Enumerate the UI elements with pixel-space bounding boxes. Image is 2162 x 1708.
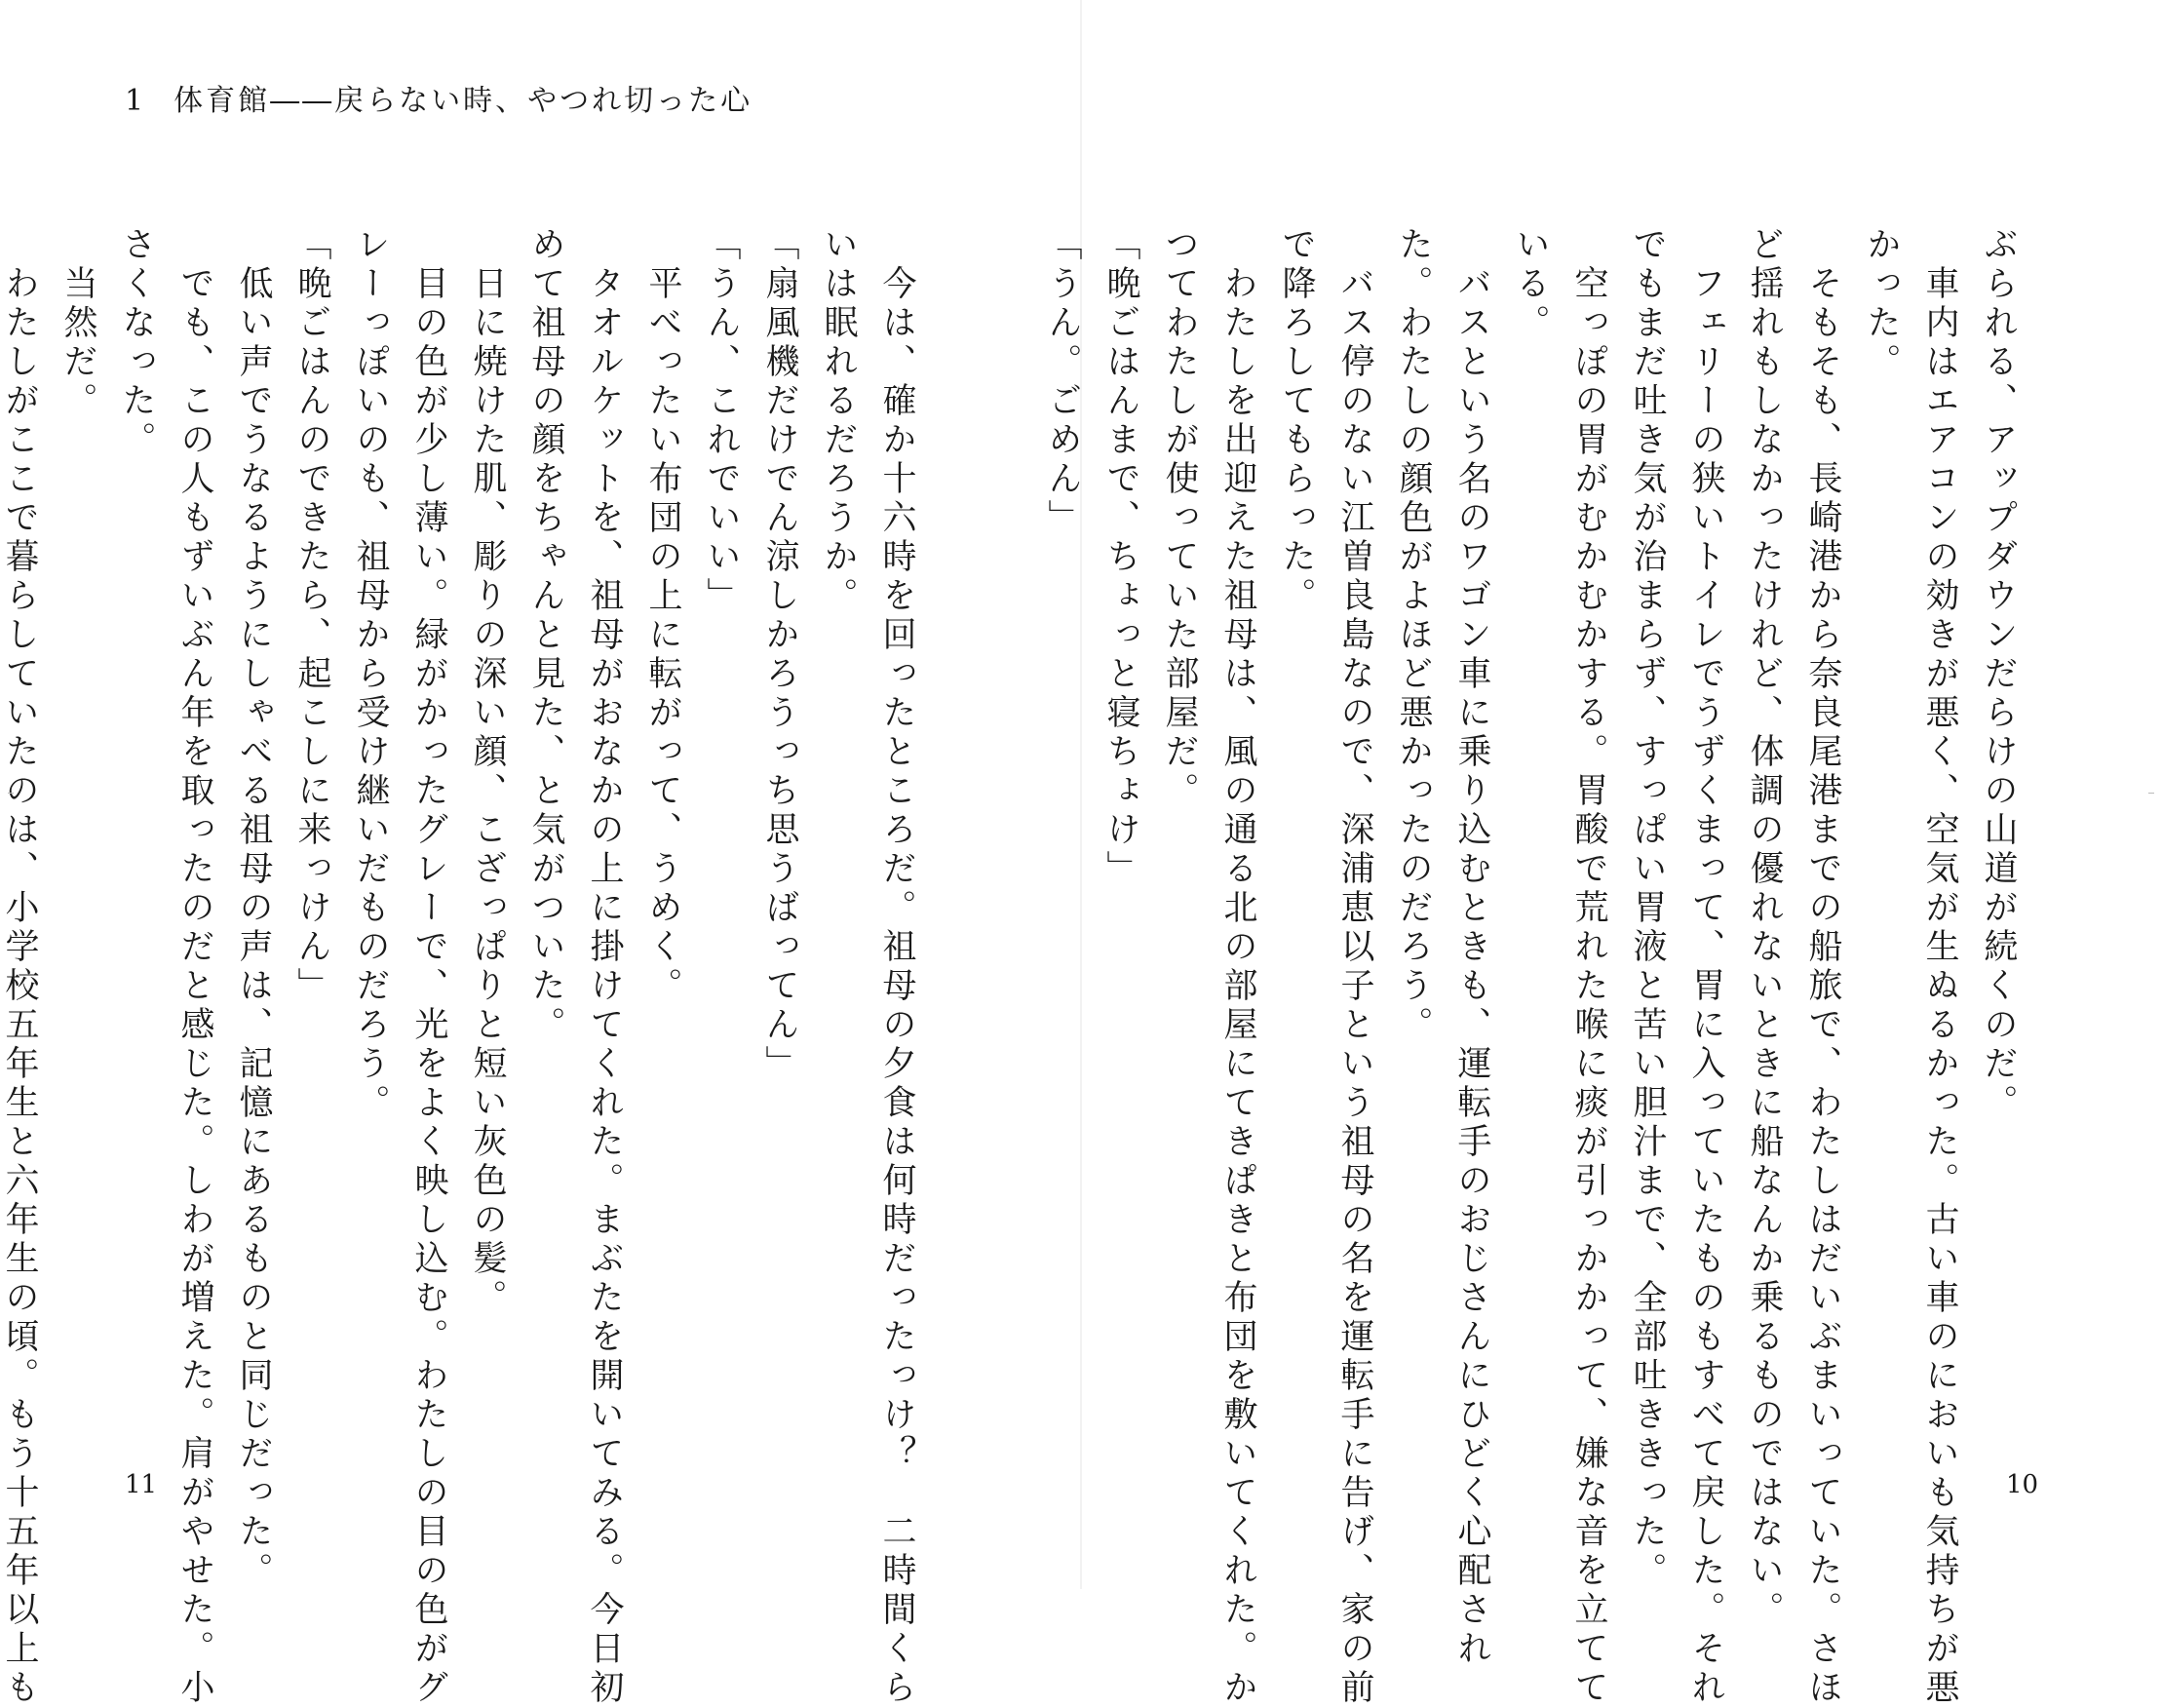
- page-number-left: 11: [125, 1470, 158, 1499]
- text-line: バス停のない江曽良島なので、深浦恵以子という祖母の名を運転手に告げ、家の前: [1335, 226, 1374, 1708]
- chapter-title: 体育館――戻らない時、やつれ切った心: [174, 84, 753, 118]
- crop-mark-left: [8, 793, 14, 799]
- text-line: いは眠れるだろうか。: [819, 226, 858, 616]
- text-line: で降ろしてもらった。: [1277, 226, 1316, 616]
- text-line: 今は、確か十六時を回ったところだ。祖母の夕食は何時だったっけ？ 二時間くら: [877, 226, 916, 1708]
- text-line: 平べったい布団の上に転がって、うめく。: [643, 226, 682, 1006]
- text-line: バスという名のワゴン車に乗り込むときも、運転手のおじさんにひどく心配され: [1452, 226, 1491, 1669]
- text-line: いる。: [1511, 226, 1550, 343]
- text-line: 「晩ごはんのできたら、起こしに来っけん」: [292, 226, 331, 1006]
- text-line: 目の色が少し薄い。緑がかったグレーで、光をよく映し込む。わたしの目の色がグ: [409, 226, 448, 1708]
- text-line: 日に焼けた肌、彫りの深い顔、こざっぱりと短い灰色の髪。: [468, 226, 507, 1318]
- text-line: でも、この人もずいぶん年を取ったのだと感じた。しわが増えた。肩がやせた。小: [175, 226, 214, 1708]
- running-header: [125, 76, 753, 119]
- text-line: レーっぽいのも、祖母から受け継いだものだろう。: [351, 226, 390, 1123]
- text-line: 空っぽの胃がむかむかする。胃酸で荒れた喉に痰が引っかかって、嫌な音を立てて: [1569, 226, 1608, 1708]
- text-line: そもそも、長崎港から奈良尾港までの船旅で、わたしはだいぶまいっていた。さほ: [1803, 226, 1842, 1708]
- chapter-number: 1: [125, 84, 147, 118]
- text-line: 「晩ごはんまで、ちょっと寝ちょけ」: [1101, 226, 1140, 889]
- text-line: 「うん。ごめん」: [1043, 226, 1082, 538]
- text-line: さくなった。: [117, 226, 156, 460]
- text-line: 当然だ。: [58, 226, 97, 421]
- text-line: めて祖母の顔をちゃんと見た、と気がついた。: [526, 226, 565, 1045]
- text-line: 低い声でうなるようにしゃべる祖母の声は、記憶にあるものと同じだった。: [234, 226, 273, 1591]
- text-line: 「うん、これでいい」: [702, 226, 741, 616]
- text-line: ど揺れもしなかったけれど、体調の優れないときに船なんか乗るものではない。: [1745, 226, 1784, 1630]
- text-line: 「扇風機だけでん涼しかろうっち思うばってん」: [760, 226, 799, 1084]
- text-line: つてわたしが使っていた部屋だ。: [1160, 226, 1199, 811]
- crop-mark-right: [2148, 793, 2154, 799]
- page-number-right: 10: [2006, 1470, 2039, 1499]
- text-line: た。わたしの顔色がよほど悪かったのだろう。: [1394, 226, 1433, 1045]
- text-line: かった。: [1862, 226, 1901, 382]
- text-line: 車内はエアコンの効きが悪く、空気が生ぬるかった。古い車のにおいも気持ちが悪: [1920, 226, 1959, 1708]
- text-line: ぶられる、アップダウンだらけの山道が続くのだ。: [1979, 226, 2018, 1123]
- text-line: わたしを出迎えた祖母は、風の通る北の部屋にてきぱきと布団を敷いてくれた。か: [1218, 226, 1257, 1708]
- text-line: わたしがここで暮らしていたのは、小学校五年生と六年生の頃。もう十五年以上も: [0, 226, 39, 1708]
- text-line: フェリーの狭いトイレでうずくまって、胃に入っていたものもすべて戻した。それ: [1686, 226, 1725, 1708]
- text-line: タオルケットを、祖母がおなかの上に掛けてくれた。まぶたを開いてみる。今日初: [585, 226, 624, 1708]
- text-line: でもまだ吐き気が治まらず、すっぱい胃液と苦い胆汁まで、全部吐ききった。: [1628, 226, 1667, 1591]
